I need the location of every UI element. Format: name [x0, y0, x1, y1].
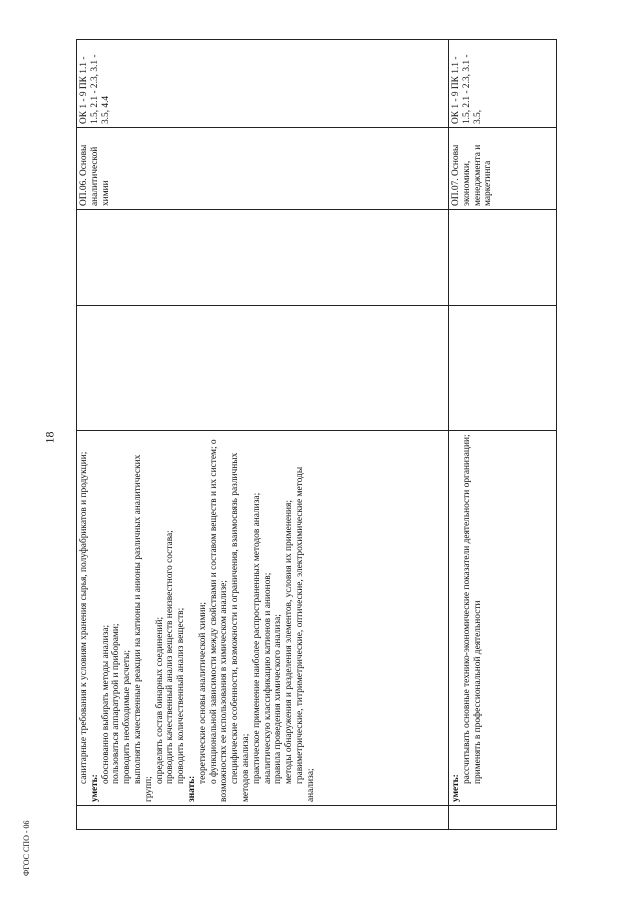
- hours-cell: [449, 306, 557, 431]
- hours-cell: [77, 306, 449, 431]
- hours-cell: [449, 210, 557, 306]
- discipline-cell: ОП.07. Основы экономики, менеджмента и маркетинга: [449, 128, 557, 210]
- section-label-skills: уметь:: [89, 774, 100, 802]
- rotated-table-container: [76, 30, 576, 830]
- index-cell: [77, 806, 449, 830]
- page-number: 18: [42, 431, 57, 444]
- content-line: аналитическую классификацию катионов и анионов;: [262, 572, 273, 784]
- content-line: применять в профессиональной деятельности: [472, 600, 483, 784]
- competencies-cell: ОК 1 - 9 ПК 1.1 - 1.5, 2.1 - 2.3, 3.1 - 3.5, 4.4: [77, 40, 449, 128]
- index-cell: [449, 806, 557, 830]
- content-line: проводить необходимые расчеты;: [122, 650, 133, 784]
- content-line: проводить качественный анализ веществ неизвестного состава;: [165, 530, 176, 784]
- content-line: гравиметрические, титриметрические, оптические, электрохимические методы анализа;: [294, 466, 316, 802]
- content-line: правила проведения химического анализа;: [273, 614, 284, 784]
- content-line: практическое применение наиболее распространенных методов анализа;: [251, 492, 262, 784]
- content-cell: [449, 431, 557, 806]
- content-cell: [77, 431, 449, 806]
- content-line: обоснованно выбирать методы анализа;: [100, 624, 111, 784]
- footer-code: ФГОС СПО - 06: [22, 820, 31, 876]
- table-row: [77, 40, 449, 830]
- content-line: теоретические основы аналитической химии;: [197, 601, 208, 784]
- competencies-cell: ОК 1 - 9 ПК 1.1 - 1.5, 2.1 - 2.3, 3.1 - 3.5,: [449, 40, 557, 128]
- content-line: выполнять качественные реакции на катионы и анионы различных аналитических групп;: [132, 454, 154, 802]
- content-line: о функциональной зависимости между свойствами и составом веществ и их систем; о возможностях ее использования в химическом анализе;: [208, 439, 230, 802]
- curriculum-table: [76, 39, 557, 830]
- table-row: [449, 40, 557, 830]
- content-line: рассчитывать основные технико-экономические показатели деятельности организации;: [461, 434, 472, 784]
- content-line: методы обнаружения и разделения элементов, условия их применения;: [284, 500, 295, 784]
- content-line: пользоваться аппаратурой и приборами;: [111, 623, 122, 784]
- content-line: проводить количественный анализ веществ;: [176, 607, 187, 784]
- section-label-skills: уметь:: [451, 774, 461, 802]
- discipline-cell: ОП.06. Основы аналитической химии: [77, 128, 449, 210]
- section-label-knowledge: знать:: [186, 775, 197, 802]
- hours-cell: [77, 210, 449, 306]
- content-line: санитарные требования к условиям хранения сырья, полуфабрикатов и продукции;: [79, 451, 89, 784]
- content-line: специфические особенности, возможности и ограничения, взаимосвязь различных методов анализа;: [230, 452, 251, 802]
- content-line: определять состав бинарных соединений;: [154, 616, 165, 784]
